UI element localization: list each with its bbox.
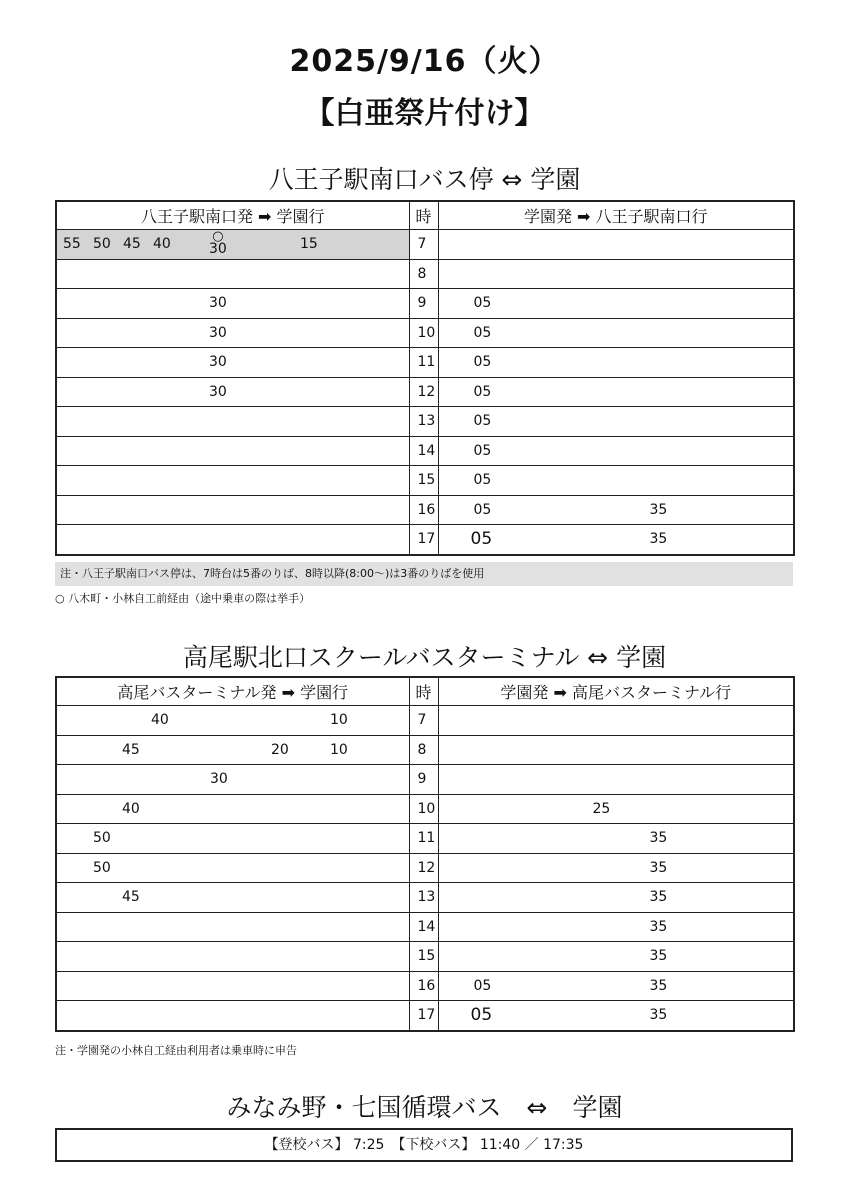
departure-minute [209,229,227,258]
hour-cell: 17 [409,525,438,555]
timetable-row [56,525,794,555]
timetable-row [56,912,794,942]
departure-minute: 30 [209,324,227,341]
hour-cell: 13 [409,883,438,913]
from-school-minutes [438,853,794,883]
to-school-minutes [56,706,409,736]
hour-cell: 16 [409,971,438,1001]
departure-minute: 30 [209,295,227,312]
to-school-minutes [56,971,409,1001]
departure-minute: 40 [151,712,169,729]
takao-section-title: 高尾駅北口スクールバスターミナル ⇔ 学園 [182,643,667,672]
to-school-minutes [56,1001,409,1031]
from-school-minutes [438,407,794,437]
from-school-minutes [438,883,794,913]
hour-cell: 10 [409,794,438,824]
to-school-minutes [56,495,409,525]
to-school-minutes [56,436,409,466]
hour-cell: 11 [409,824,438,854]
circular-times: 【登校バス】 7:25 【下校バス】 11:40 ／ 17:35 [55,1128,793,1162]
departure-minute: 40 [122,800,140,817]
departure-minute: 30 [210,771,228,788]
hour-cell: 15 [409,466,438,496]
from-school-minutes [438,436,794,466]
timetable-row [56,377,794,407]
departure-minute: 35 [649,501,668,518]
to-school-minutes [56,407,409,437]
timetable-row [56,883,794,913]
header-hour: 時 [409,677,438,706]
from-school-minutes [438,735,794,765]
departure-minute: 15 [300,236,318,253]
takao-note: 注・学園発の小林自工経由利用者は乗車時に申告 [55,1044,297,1057]
from-school-minutes [438,971,794,1001]
hour-cell: 14 [409,912,438,942]
departure-minute: 25 [592,800,611,817]
hour-cell: 13 [409,407,438,437]
event-title: 【白亜祭片付け】 [304,96,545,131]
timetable-row [56,289,794,319]
timetable-row [56,318,794,348]
timetable-row [56,436,794,466]
departure-minute: 35 [649,918,668,935]
to-school-minutes [56,525,409,555]
timetable-row [56,466,794,496]
departure-minute: 30 [209,354,227,371]
to-school-minutes [56,377,409,407]
timetable-header-row [56,677,794,706]
departure-minute: 05 [473,324,492,341]
to-school-minutes [56,259,409,289]
departure-minute: 05 [473,977,492,994]
departure-minute: 35 [649,531,668,548]
hachioji-note-route: ○ 八木町・小林自工前経由（途中乗車の際は挙手） [55,592,311,605]
to-school-minutes [56,912,409,942]
departure-minute: 35 [649,977,668,994]
timetable-row [56,706,794,736]
to-school-minutes [56,824,409,854]
hour-cell: 7 [409,230,438,260]
timetable-row [56,259,794,289]
departure-minute: 05 [473,442,492,459]
to-school-minutes [56,348,409,378]
page-date: 2025/9/16（火） [289,44,560,79]
departure-minute: 10 [330,741,348,758]
timetable-row [56,1001,794,1031]
header-to-school: 高尾バスターミナル発 ➡ 学園行 [56,677,409,706]
from-school-minutes [438,824,794,854]
header-from-school: 学園発 ➡ 八王子駅南口行 [438,201,794,230]
departure-minute: 55 [63,236,81,253]
departure-minute: 05 [473,501,492,518]
departure-minute: 05 [473,413,492,430]
timetable-row [56,765,794,795]
from-school-minutes [438,289,794,319]
departure-minute: 35 [649,889,668,906]
to-school-minutes [56,794,409,824]
hour-cell: 9 [409,289,438,319]
departure-minute: 20 [271,741,289,758]
timetable-row [56,971,794,1001]
header-from-school: 学園発 ➡ 高尾バスターミナル行 [438,677,794,706]
departure-minute: 40 [153,236,171,253]
from-school-minutes [438,942,794,972]
timetable-row [56,407,794,437]
departure-minute: 50 [93,830,111,847]
from-school-minutes [438,765,794,795]
timetable-row [56,853,794,883]
departure-minute: 50 [93,236,111,253]
timetable-row [56,824,794,854]
from-school-minutes [438,259,794,289]
timetable-row [56,230,794,260]
to-school-minutes [56,735,409,765]
from-school-minutes [438,377,794,407]
departure-minute: 35 [649,830,668,847]
to-school-minutes [56,942,409,972]
departure-minute: 05 [473,295,492,312]
from-school-minutes [438,466,794,496]
hour-cell: 7 [409,706,438,736]
from-school-minutes [438,495,794,525]
departure-minute: 45 [122,889,140,906]
departure-minute: 05 [473,354,492,371]
hour-cell: 12 [409,853,438,883]
departure-minute: 05 [470,529,493,550]
hour-cell: 12 [409,377,438,407]
to-school-minutes [56,853,409,883]
departure-minute: 35 [649,859,668,876]
header-hour: 時 [409,201,438,230]
takao-timetable [55,676,795,1032]
hour-cell: 15 [409,942,438,972]
to-school-minutes [56,318,409,348]
to-school-minutes [56,883,409,913]
departure-minute: 35 [649,948,668,965]
departure-minute: 50 [93,859,111,876]
to-school-minutes [56,466,409,496]
departure-minute: 05 [473,472,492,489]
departure-minute: 10 [330,712,348,729]
from-school-minutes [438,1001,794,1031]
timetable-row [56,794,794,824]
header-to-school: 八王子駅南口発 ➡ 学園行 [56,201,409,230]
to-school-minutes [56,289,409,319]
departure-minute: 05 [473,383,492,400]
from-school-minutes [438,348,794,378]
hour-cell: 17 [409,1001,438,1031]
hour-cell: 14 [409,436,438,466]
from-school-minutes [438,318,794,348]
hachioji-timetable [55,200,795,556]
departure-minute: 30 [209,383,227,400]
departure-minute: 35 [649,1007,668,1024]
timetable-row [56,495,794,525]
circular-section-title: みなみ野・七国循環バス ⇔ 学園 [226,1093,623,1122]
hour-cell: 16 [409,495,438,525]
from-school-minutes [438,794,794,824]
departure-minute: 45 [122,741,140,758]
departure-minute: 45 [123,236,141,253]
timetable-row [56,942,794,972]
from-school-minutes [438,706,794,736]
hour-cell: 11 [409,348,438,378]
to-school-minutes [56,230,409,260]
timetable-row [56,735,794,765]
hour-cell: 8 [409,735,438,765]
departure-minute: 05 [470,1005,493,1026]
timetable-header-row [56,201,794,230]
via-route-marker: ○ [212,229,224,245]
hour-cell: 9 [409,765,438,795]
from-school-minutes [438,912,794,942]
hachioji-note-platform: 注・八王子駅南口バス停は、7時台は5番のりば、8時以降(8:00～)は3番のりばを使用 [55,562,793,586]
minute-value: 30 [209,241,227,258]
from-school-minutes [438,525,794,555]
to-school-minutes [56,765,409,795]
hour-cell: 10 [409,318,438,348]
hour-cell: 8 [409,259,438,289]
hachioji-section-title: 八王子駅南口バス停 ⇔ 学園 [268,165,581,194]
timetable-row [56,348,794,378]
from-school-minutes [438,230,794,260]
